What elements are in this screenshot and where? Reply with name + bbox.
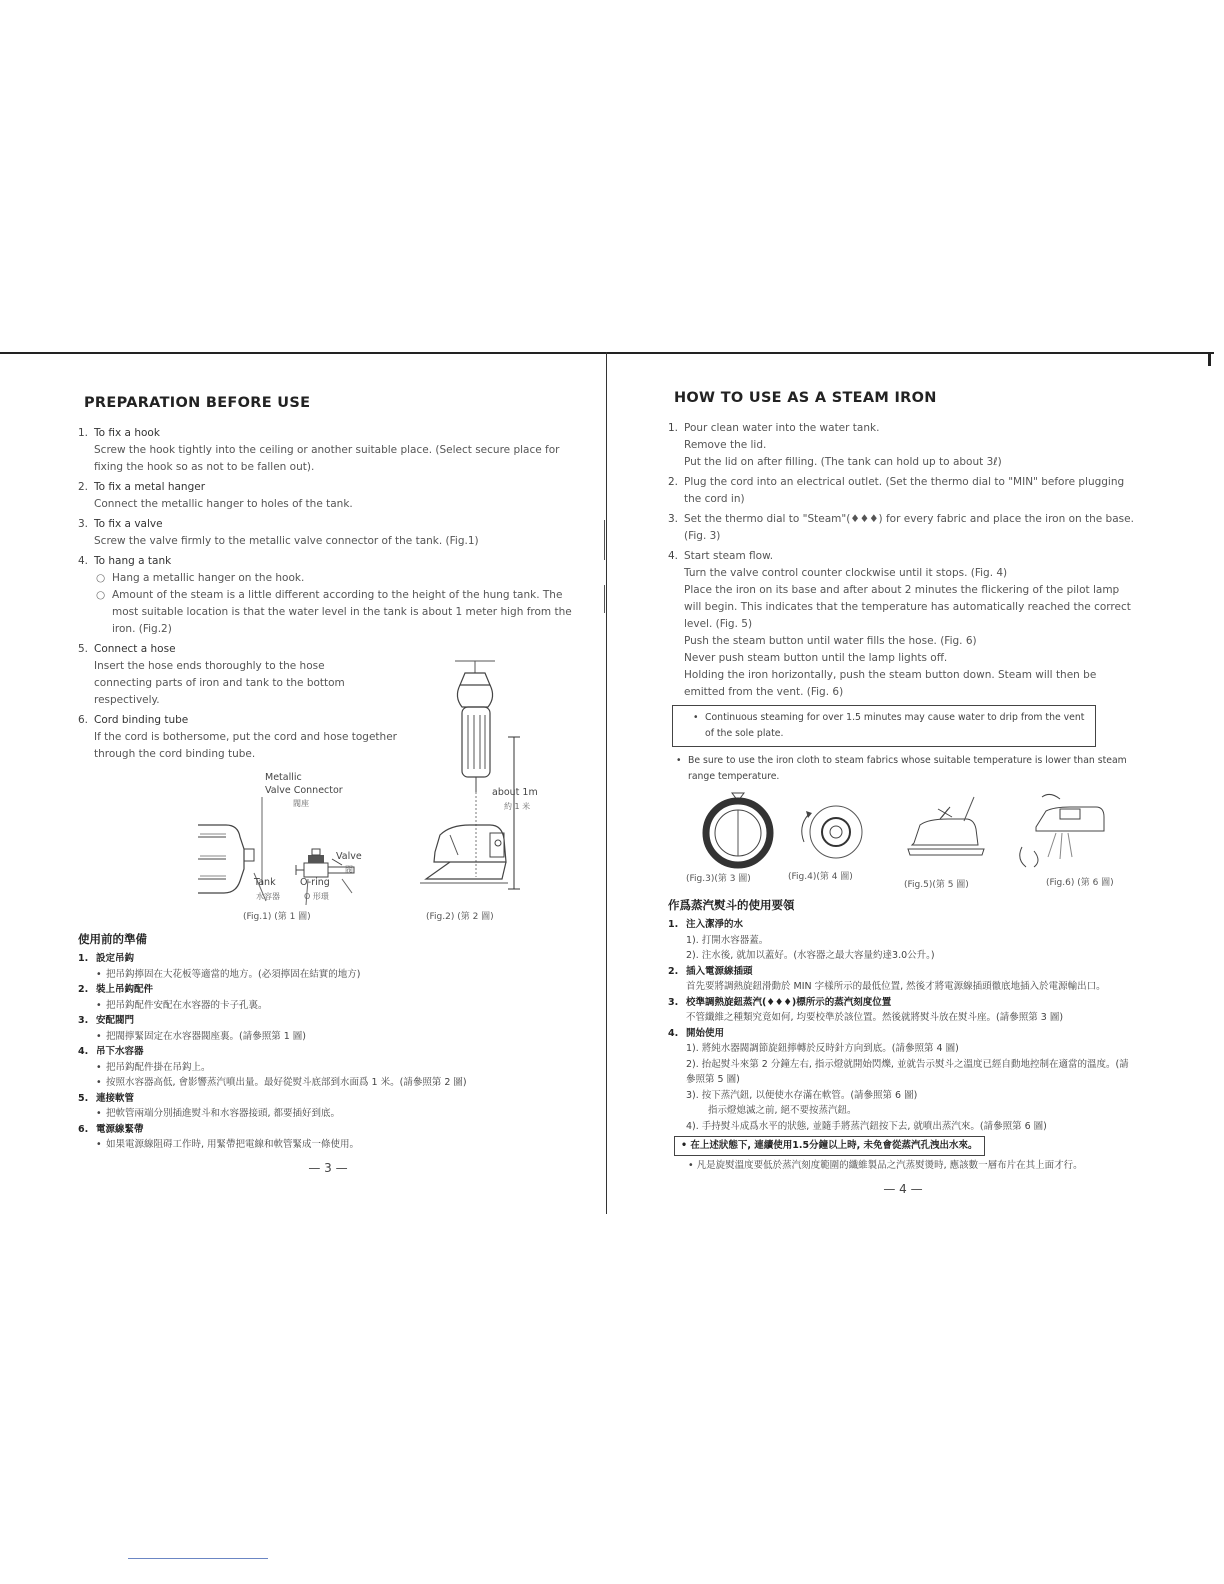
step-text: • 如果電源線阻碍工作時, 用緊帶把電線和軟管緊成一條使用。: [96, 1137, 578, 1153]
sub-item: ○ Amount of the steam is a little different according to the height of the hung tank. The most suitable location is that the water level in the tank is about 1 meter high from the iron. (Fig.2): [96, 589, 572, 635]
step-title: To fix a valve: [94, 518, 163, 530]
valve-label: Valve: [336, 851, 362, 862]
step-text: 2). 抬起熨斗來第 2 分鐘左右, 指示燈就開始閃爍, 並就告示熨斗之溫度已經自動地控制在適當的溫度。(請參照第 5 圖): [686, 1058, 1129, 1085]
list-item: [78, 1044, 578, 1091]
fig5-iron-on-base: [904, 791, 994, 871]
fig4-valve-knob: [796, 797, 866, 867]
step-text: Connect the metallic hanger to holes of the tank.: [94, 498, 353, 510]
list-item: [668, 511, 1138, 545]
sub-item-text: Push the steam button until water fills the hose. (Fig. 6): [684, 635, 977, 647]
step-title: 連接軟管: [96, 1092, 135, 1104]
list-item: [78, 425, 588, 476]
step-title: 裝上吊鈎配件: [96, 984, 154, 995]
list-item: [668, 995, 1138, 1026]
step-number: 2.: [78, 984, 89, 995]
step-number: 3.: [78, 1015, 89, 1026]
step-title: 電源線緊帶: [96, 1123, 144, 1135]
step-number: 4.: [668, 1027, 679, 1039]
sub-item-text: Hang a metallic hanger on the hook.: [112, 572, 305, 584]
step-text: • 把閥擰緊固定在水容器閥座裏。(請參照第 1 圖): [96, 1029, 578, 1045]
step-title: Cord binding tube: [94, 714, 189, 726]
step-text: • 把吊鈎配件掛在吊鈎上。: [96, 1060, 578, 1076]
step-text: Pour clean water into the water tank.: [684, 422, 880, 434]
page-top-rule-tick: [1208, 352, 1211, 366]
step-text: 指示燈熄滅之前, 絕不要按蒸汽鈕。: [708, 1105, 857, 1116]
step-text: Insert the hose ends thoroughly to the hose connecting parts of iron and tank to the bottom respectively.: [94, 660, 345, 706]
chinese-section: [668, 897, 1138, 1196]
fold-mark: [604, 520, 605, 560]
step-text: • 按照水容器高低, 會影響蒸汽噴出量。最好從熨斗底部到水面爲 1 米。(請參照第 2 圖): [96, 1075, 578, 1091]
page-number: — 4 —: [883, 1181, 923, 1196]
valve-label-cn: 閥: [345, 865, 353, 874]
step-title: To hang a tank: [94, 555, 172, 567]
step-number: 2.: [78, 481, 89, 493]
cn-note-text: • 凡是旋熨溫度要低於蒸汽刻度範圍的纖維製品之汽蒸熨燙時, 應該數一層布片在其上面才行。: [688, 1160, 1083, 1171]
cn-section-title: 作爲蒸汽熨斗的使用要領: [668, 898, 795, 912]
fig4-caption: (Fig.4)(第 4 圖): [788, 872, 853, 882]
step-text: Start steam flow.: [684, 550, 774, 562]
list-item: [78, 951, 578, 982]
step-number: 1.: [78, 427, 89, 439]
step-number: 3.: [668, 513, 679, 525]
step-text: • 把吊鈎擰固在大花板等適當的地方。(必須擰固在結實的地方): [96, 967, 578, 983]
step-text: Plug the cord into an electrical outlet. (Set the thermo dial to "MIN" before plugging the cord in): [684, 476, 1125, 505]
fig2-caption: (Fig.2) (第 2 圖): [426, 912, 494, 922]
step-number: 4.: [78, 555, 89, 567]
step-text: Screw the hook tightly into the ceiling or another suitable place. (Select secure place for fixing the hook so as not to be fallen out).: [94, 444, 560, 473]
right-page: [668, 380, 1138, 1200]
oring-label-cn: O 形環: [304, 892, 329, 901]
step-number: 3.: [668, 996, 679, 1008]
step-text: 4). 手持熨斗成爲水平的狀態, 並隨手將蒸汽鈕按下去, 就噴出蒸汽來。(請參照第 6 圖): [686, 1120, 1047, 1132]
sub-item-text: Holding the iron horizontally, push the steam button down. Steam will then be emitted from the vent. (Fig. 6): [684, 669, 1097, 698]
fig5-caption: (Fig.5)(第 5 圖): [904, 880, 969, 890]
step-number: 5.: [78, 643, 89, 655]
sub-item-text: Put the lid on after filling. (The tank can hold up to about 3ℓ): [684, 456, 1002, 468]
valve-connector-label: Valve Connector: [265, 785, 343, 796]
caution-box: [672, 705, 1096, 747]
tank-label: Tank: [254, 877, 276, 888]
oring-label: O-ring: [300, 877, 330, 888]
step-number: 2.: [668, 476, 679, 488]
step-number: 2.: [668, 965, 679, 977]
height-label-cn: 約 1 米: [504, 802, 531, 811]
cn-section-title: 使用前的準備: [78, 932, 147, 946]
step-text: Screw the valve firmly to the metallic valve connector of the tank. (Fig.1): [94, 535, 479, 547]
caution-text: • Continuous steaming for over 1.5 minutes may cause water to drip from the vent of the sole plate.: [689, 710, 1085, 742]
list-item: [78, 1013, 578, 1044]
list-item: [668, 964, 1138, 995]
list-item: [78, 712, 424, 763]
step-title: To fix a metal hanger: [94, 481, 206, 493]
step-number: 1.: [78, 953, 89, 964]
step-text: • 把軟管兩端分別插進熨斗和水容器接頭, 都要插好到底。: [96, 1106, 578, 1122]
step-title: 開始使用: [686, 1027, 725, 1039]
step-text: • 把吊鈎配件安配在水容器的卡子孔裏。: [96, 998, 578, 1014]
footnote-rule: [128, 1558, 268, 1559]
step-text: If the cord is bothersome, put the cord and hose together through the cord binding tube.: [94, 731, 397, 760]
step-number: 5.: [78, 1092, 89, 1104]
step-number: 6.: [78, 714, 89, 726]
step-text: 不管纖維之種類究竟如何, 均要校準於該位置。然後就將熨斗放在熨斗座。(請參照第 3 圖): [686, 1012, 1064, 1023]
chinese-section: [78, 925, 578, 1175]
step-text: 3). 按下蒸汽鈕, 以便使水存滿在軟管。(請參照第 6 圖): [686, 1089, 918, 1101]
sub-item-text: Never push steam button until the lamp lights off.: [684, 652, 948, 664]
step-number: 6.: [78, 1123, 89, 1135]
list-item: [78, 982, 578, 1013]
step-title: 安配閥門: [96, 1015, 135, 1026]
section-title: PREPARATION BEFORE USE: [84, 395, 311, 411]
sub-item-text: Turn the valve control counter clockwise until it stops. (Fig. 4): [684, 567, 1008, 579]
cn-caution-wrap: [674, 1136, 1138, 1156]
list-item: [78, 553, 588, 638]
step-title: 注入潔淨的水: [686, 919, 744, 930]
step-title: 設定吊鈎: [96, 953, 135, 964]
list-item: [668, 548, 1138, 701]
step-number: 3.: [78, 518, 89, 530]
step-title: To fix a hook: [94, 427, 160, 439]
step-text: 1). 打開水容器蓋。: [686, 934, 769, 946]
sub-item-text: Place the iron on its base and after about 2 minutes the flickering of the pilot lamp will begin. This indicates that the temperature has automatically reached the correct level. (Fig. 5): [684, 584, 1131, 630]
step-title: 吊下水容器: [96, 1046, 144, 1057]
step-title: 插入電源線插頭: [686, 965, 753, 977]
fig1-caption: (Fig.1) (第 1 圖): [243, 912, 311, 922]
fold-mark: [604, 585, 605, 613]
sub-item: ○ Hang a metallic hanger on the hook.: [96, 572, 305, 584]
list-item: [78, 641, 384, 709]
step-text: 首先要將調熱旋鈕滑動於 MIN 字樣所示的最低位置, 然後才將電源線插頭徹底地插入於電源輸出口。: [686, 981, 1106, 992]
list-item: [668, 474, 1138, 508]
height-label: about 1m: [492, 787, 538, 798]
section-title: HOW TO USE AS A STEAM IRON: [674, 390, 937, 406]
list-item: [78, 479, 588, 513]
fig3-thermo-dial: [698, 791, 778, 871]
figures-3-to-6: [668, 787, 1138, 890]
sub-item-text: Remove the lid.: [684, 439, 767, 451]
cn-steps: [78, 951, 578, 1153]
step-text: 1). 將純水器閥調節旋鈕擰轉於反時針方向到底。(請參照第 4 圖): [686, 1043, 959, 1054]
left-page: [78, 385, 588, 1205]
cn-caution-box: • 在上述狀態下, 連續使用1.5分鐘以上時, 未免會從蒸汽孔洩出水來。: [674, 1136, 985, 1156]
step-text: Set the thermo dial to "Steam"(♦♦♦) for every fabric and place the iron on the base. (Fig. 3): [684, 513, 1134, 542]
step-text: 2). 注水後, 就加以蓋好。(水容器之最大容量約達3.0公升。): [686, 950, 935, 961]
note-text: • Be sure to use the iron cloth to steam fabrics whose suitable temperature is lower than steam range temperature.: [672, 753, 1138, 785]
list-item: [668, 1026, 1138, 1135]
cn-steps: [668, 917, 1138, 1134]
step-number: 1.: [668, 422, 679, 434]
list-item: [78, 1122, 578, 1153]
list-item: [668, 420, 1138, 471]
list-item: [668, 917, 1138, 964]
metallic-label: Metallic: [265, 772, 302, 783]
step-number: 1.: [668, 919, 679, 930]
page-top-rule: [0, 352, 1214, 354]
fig6-steam-button: [1006, 787, 1116, 877]
list-item: [78, 516, 588, 550]
step-title: 校準調熱旋鈕蒸汽(♦♦♦)標所示的蒸汽刻度位置: [686, 996, 892, 1008]
step-title: Connect a hose: [94, 643, 176, 655]
tank-label-cn: 水容器: [256, 892, 280, 901]
valve-connector-label-cn: 閥座: [293, 799, 309, 808]
fig6-caption: (Fig.6) (第 6 圖): [1046, 878, 1114, 888]
page-fold-rule: [606, 352, 607, 1214]
fig3-caption: (Fig.3)(第 3 圖): [686, 874, 751, 884]
steam-steps: [668, 420, 1138, 701]
step-number: 4.: [668, 550, 679, 562]
sub-item-text: Amount of the steam is a little different according to the height of the hung tank. The most suitable location is that the water level in the tank is about 1 meter high from the iron. (Fig.2): [112, 589, 572, 635]
step-number: 4.: [78, 1046, 89, 1057]
list-item: [78, 1091, 578, 1122]
page-number: — 3 —: [308, 1160, 348, 1175]
